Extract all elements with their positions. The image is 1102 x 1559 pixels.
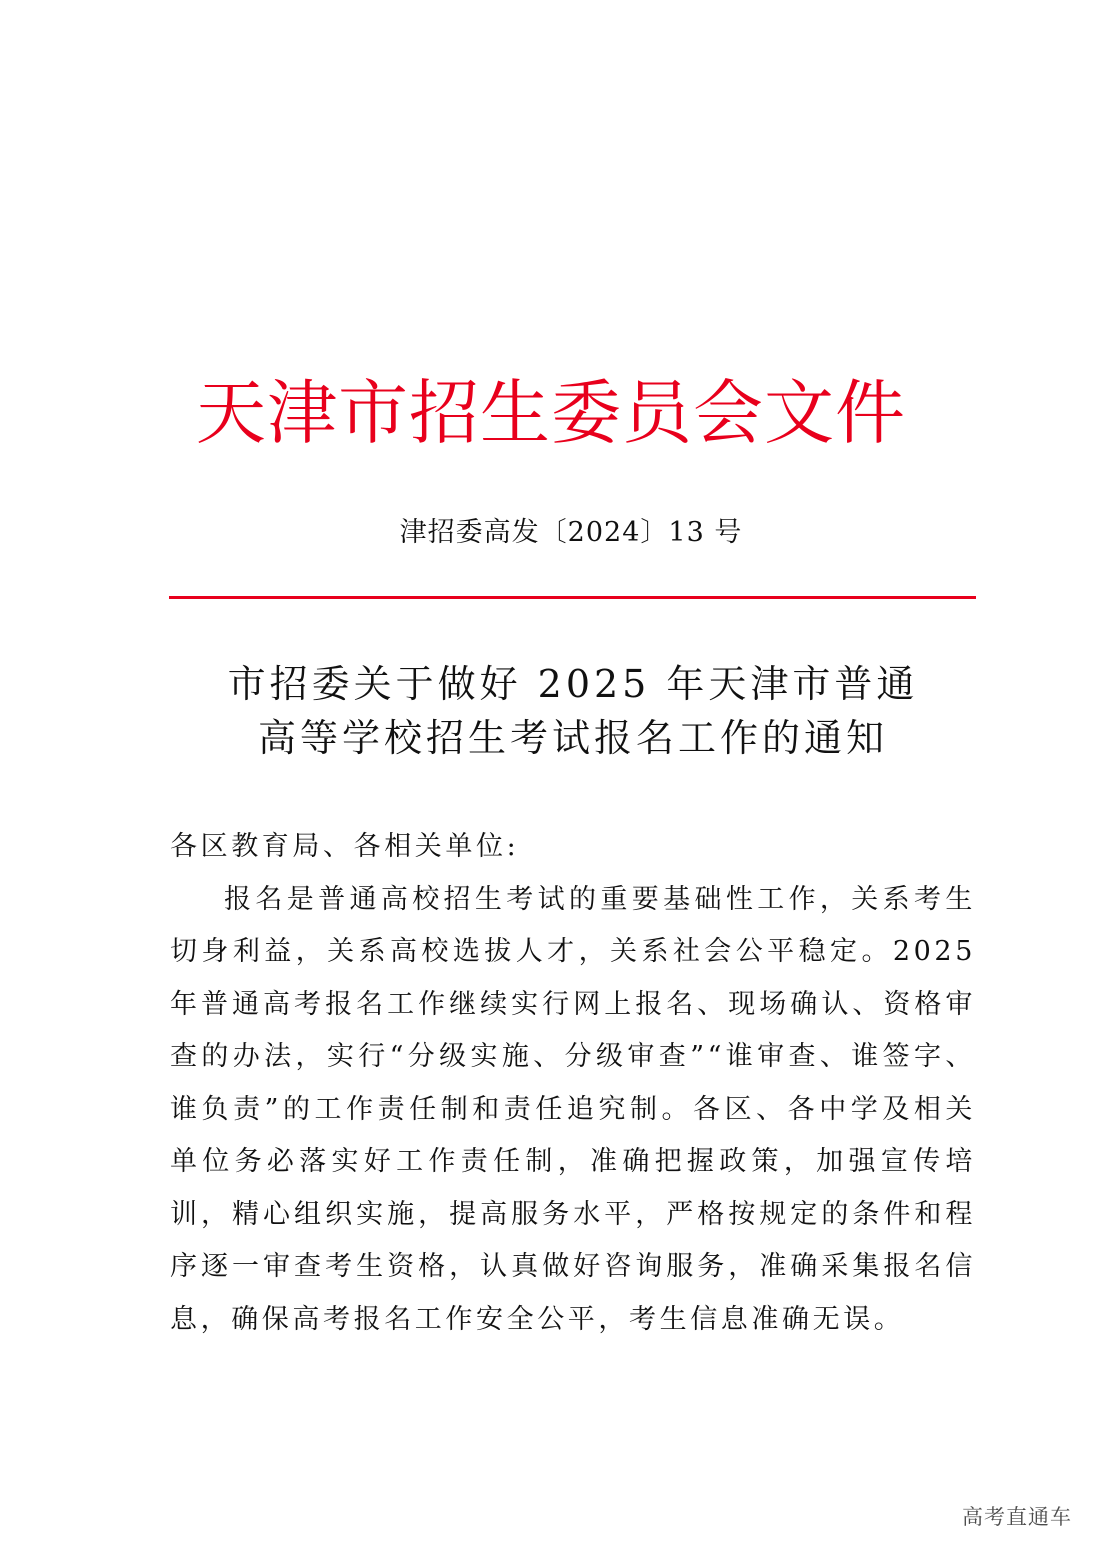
document-body bbox=[170, 821, 976, 1346]
notice-title bbox=[0, 657, 1102, 765]
notice-title-line: 高等学校招生考试报名工作的通知 bbox=[257, 716, 888, 760]
notice-title-line: 市招委关于做好 2025 年天津市普通 bbox=[227, 662, 919, 706]
watermark-text: 高考直通车 bbox=[962, 1505, 1072, 1529]
document-number: 津招委高发〔2024〕13 号 bbox=[399, 517, 743, 548]
body-paragraph: 报名是普通高校招生考试的重要基础性工作，关系考生切身利益，关系高校选拔人才，关系社会公平稳定。2025 年普通高考报名工作继续实行网上报名、现场确认、资格审查的办法，实行“分级实施、分级审查”“谁审查、谁签字、谁负责”的工作责任制和责任追究制。各区、各中学及相关单位务必落实好工作责任制，准确把握政策，加强宣传培训，精心组织实施，提高服务水平，严格按规定的条件和程序逐一审查考生资格，认真做好咨询服务，准确采集报名信息，确保高考报名工作安全公平，考生信息准确无误。 bbox=[170, 883, 976, 1335]
salutation: 各区教育局、各相关单位: bbox=[170, 831, 520, 862]
red-divider-line bbox=[169, 596, 976, 599]
issuer-header: 天津市招生委员会文件 bbox=[196, 372, 906, 454]
